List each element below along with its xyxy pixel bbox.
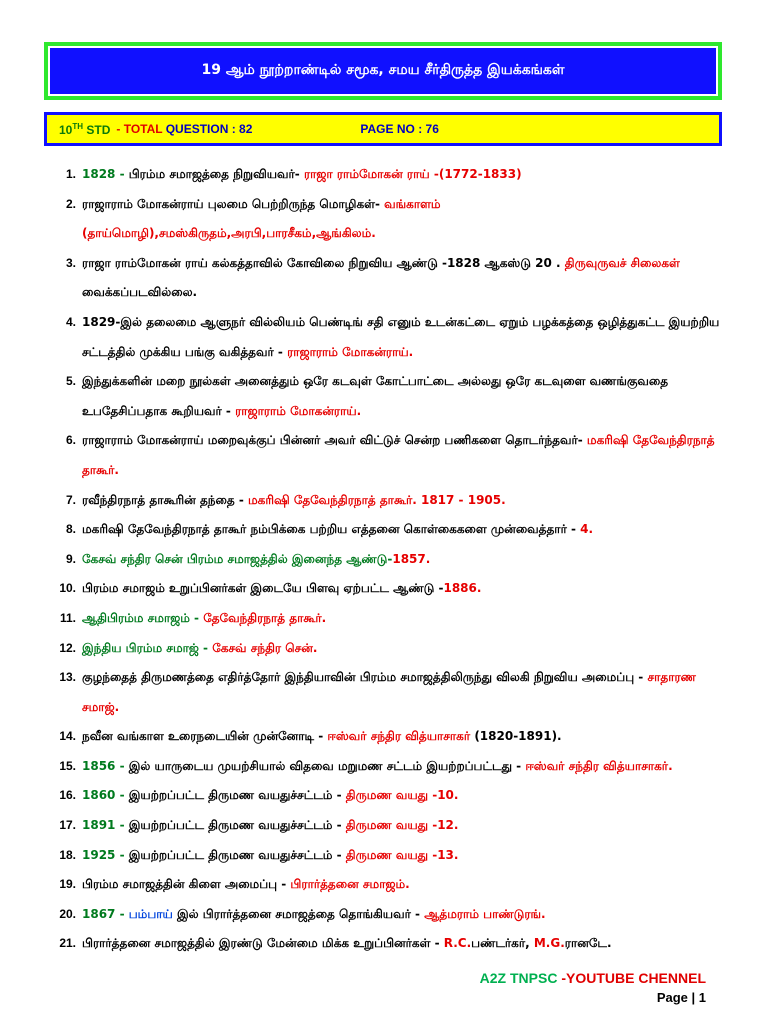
question-text-part: ரானடே. (564, 936, 612, 951)
question-number: 12. (59, 640, 76, 655)
question-text-part: 1925 - (82, 847, 129, 862)
question-number: 5. (65, 374, 76, 389)
question-text-part: இயற்றப்பட்ட திருமண வயதுச்சட்டம் - (128, 847, 346, 862)
question-text-part: ஈஸ்வர் சந்திர வித்யாசாகர். (525, 758, 673, 773)
question-text-part: பிரார்த்தனை சமாஜம். (290, 877, 410, 892)
question-text-part: திருமண வயது -10. (345, 788, 459, 803)
question-text-part: பிரம்ம சமாஜத்தின் கிளை அமைப்பு - (82, 877, 291, 892)
question-item (0, 634, 768, 664)
info-bar-content (47, 115, 719, 143)
question-text-part: ஈஸ்வர் சந்திர வித்யாசாகர் (327, 729, 475, 744)
total-question-label: - TOTAL QUESTION : 82 (116, 122, 253, 136)
question-text-part: இல் யாருடைய முயற்சியால் விதவை மறுமண சட்டம் இயற்றப்பட்டது - (128, 758, 526, 773)
question-item (0, 841, 768, 871)
question-text-part: திருமண வயது -12. (345, 818, 459, 833)
question-number: 19. (59, 877, 76, 892)
question-number: 21. (59, 936, 76, 951)
question-item (0, 574, 768, 604)
question-text-part: ராஜாராம் மோகன்ராய் புலமை பெற்றிருந்த மொழிகள்- (82, 196, 385, 211)
question-text-part: பிரார்த்தனை சமாஜத்தில் இரண்டு மேன்மை மிக்க உறுப்பினர்கள் - (82, 936, 444, 951)
page-title: 19 ஆம் நூற்றாண்டில் சமூக, சமய சீர்திருத்த இயக்கங்கள் (48, 46, 718, 96)
question-item (0, 486, 768, 516)
question-item (0, 160, 768, 190)
question-item (0, 190, 768, 249)
footer-channel: A2Z TNPSC -YOUTUBE CHENNEL (479, 970, 706, 986)
question-item (0, 426, 768, 485)
question-item (0, 722, 768, 752)
question-text-part: 1867 - (82, 906, 129, 921)
question-text-part: 1857. (392, 551, 431, 566)
question-number: 13. (59, 670, 76, 685)
question-text-part: கேசவ் சந்திர சென் பிரம்ம சமாஜத்தில் இனைந்த ஆண்டு- (82, 551, 393, 566)
question-text-part: ராஜாராம் மோகன்ராய். (235, 403, 362, 418)
question-item (0, 752, 768, 782)
question-text-part: இல் பிரார்த்தனை சமாஜத்தை தொங்கியவர் - (177, 906, 425, 921)
question-number: 9. (65, 551, 76, 566)
question-number: 16. (59, 788, 76, 803)
question-item (0, 663, 768, 722)
footer-page-number: Page | 1 (656, 990, 706, 1005)
question-number: 3. (65, 255, 76, 270)
question-item (0, 811, 768, 841)
question-text-part: ரவீந்திரநாத் தாகூரின் தந்தை - (82, 492, 248, 507)
question-number: 18. (59, 847, 76, 862)
question-text-part: இந்திய பிரம்ம சமாஜ் - (82, 640, 213, 655)
question-number: 15. (59, 758, 76, 773)
question-text-part: திருமண வயது -13. (345, 847, 459, 862)
question-number: 10. (59, 581, 76, 596)
question-number: 1. (65, 167, 76, 181)
title-banner (44, 42, 722, 100)
question-text-part: ராஜாராம் மோகன்ராய். (287, 344, 414, 359)
question-list (0, 160, 768, 959)
question-text-part: மகரிஷி தேவேந்திரநாத் தாகூர். 1817 - 1905. (247, 492, 506, 507)
question-text-part: 1856 - (82, 758, 129, 773)
question-number: 2. (65, 196, 76, 211)
info-bar (44, 112, 722, 146)
question-text-part: 1891 - (82, 818, 129, 833)
question-number: 4. (65, 314, 76, 329)
question-text-part: குழந்தைத் திருமணத்தை எதிர்த்தோர் இந்தியாவின் பிரம்ம சமாஜத்திலிருந்து விலகி நிறுவிய அமைப்பு - (82, 670, 648, 685)
question-text-part: 1860 - (82, 788, 129, 803)
question-text-part: ஆதிபிரம்ம சமாஜம் - (82, 610, 204, 625)
question-number: 8. (65, 522, 76, 537)
question-number: 11. (59, 610, 76, 625)
question-text-part: 1829-இல் தலைமை ஆளுநர் வில்லியம் பெண்டிங் சதி எனும் உடன்கட்டை ஏறும் பழக்கத்தை ஒழித்துகட்ட இயற்றிய சட்டத்தில் முக்கிய பங்கு வகித்தவர் - (82, 314, 720, 359)
question-text-part: ராஜாராம் மோகன்ராய் மறைவுக்குப் பின்னர் அவர் விட்டுச் சென்ற பணிகளை தொடர்ந்தவர்- (82, 433, 587, 448)
question-text-part: நவீன வங்காள உரைநடையின் முன்னோடி - (82, 729, 328, 744)
question-text-part: ராஜா ராம்மோகன் ராய் கல்கத்தாவில் கோவிலை நிறுவிய ஆண்டு -1828 ஆகஸ்டு 20 . (82, 255, 565, 270)
question-text-part: இயற்றப்பட்ட திருமண வயதுச்சட்டம் - (128, 818, 346, 833)
question-item (0, 781, 768, 811)
question-number: 17. (59, 818, 76, 833)
question-item (0, 367, 768, 426)
question-text-part: 1828 - (82, 167, 129, 181)
question-item (0, 249, 768, 308)
question-text-part: மகரிஷி தேவேந்திரநாத் தாகூர். (82, 433, 715, 477)
question-text-part: M.G. (533, 936, 565, 951)
question-text-part: கேசவ் சந்திர சென். (212, 640, 318, 655)
question-text-part: திருவுருவச் சிலைகள் (564, 255, 680, 270)
question-number: 14. (59, 729, 76, 744)
question-text-part: 4. (580, 522, 594, 537)
question-text-part: ஆத்மராம் பாண்டுரங். (424, 906, 546, 921)
question-item (0, 900, 768, 930)
question-number: 20. (59, 906, 76, 921)
question-item (0, 870, 768, 900)
question-text-part: பிரம்ம சமாஜத்தை நிறுவியவர்- (128, 167, 304, 181)
question-text-part: பிரம்ம சமாஜம் உறுப்பினர்கள் இடையே பிளவு ஏற்பட்ட ஆண்டு - (82, 581, 444, 596)
page-number-label: PAGE NO : 76 (360, 122, 439, 136)
question-number: 6. (65, 433, 76, 448)
question-text-part: மகரிஷி தேவேந்திரநாத் தாகூர் நம்பிக்கை பற்றிய எத்தனை கொள்கைகளை முன்வைத்தார் - (82, 522, 581, 537)
question-text-part: இயற்றப்பட்ட திருமண வயதுச்சட்டம் - (128, 788, 346, 803)
question-text-part: பம்பாய் (128, 906, 177, 921)
question-text-part: தேவேந்திரநாத் தாகூர். (203, 610, 327, 625)
question-text-part: R.C. (443, 936, 472, 951)
question-text-part: இந்துக்களின் மறை நூல்கள் அனைத்தும் ஒரே கடவுள் கோட்பாட்டை அல்லது ஒரே கடவுளை வணங்குவதை உபதேசிப்பதாக கூறியவர் - (82, 374, 669, 418)
question-item (0, 929, 768, 959)
question-text-part: சாதாரண சமாஜ். (82, 670, 696, 714)
question-text-part: ராஜா ராம்மோகன் ராய் -(1772-1833) (303, 167, 522, 181)
question-item (0, 308, 768, 367)
question-text-part: 1886. (443, 581, 482, 596)
question-text-part: வங்காளம் (தாய்மொழி),சமஸ்கிருதம்,அரபி,பாரசீகம்,ஆங்கிலம். (82, 196, 441, 241)
question-text-part: வைக்கப்படவில்லை. (82, 285, 198, 300)
question-text-part: (1820-1891). (474, 729, 562, 744)
question-number: 7. (65, 492, 76, 507)
question-item (0, 545, 768, 575)
question-item (0, 515, 768, 545)
question-item (0, 604, 768, 634)
question-text-part: பண்டர்கர், (471, 936, 534, 951)
std-label: 10TH STD (59, 121, 111, 137)
